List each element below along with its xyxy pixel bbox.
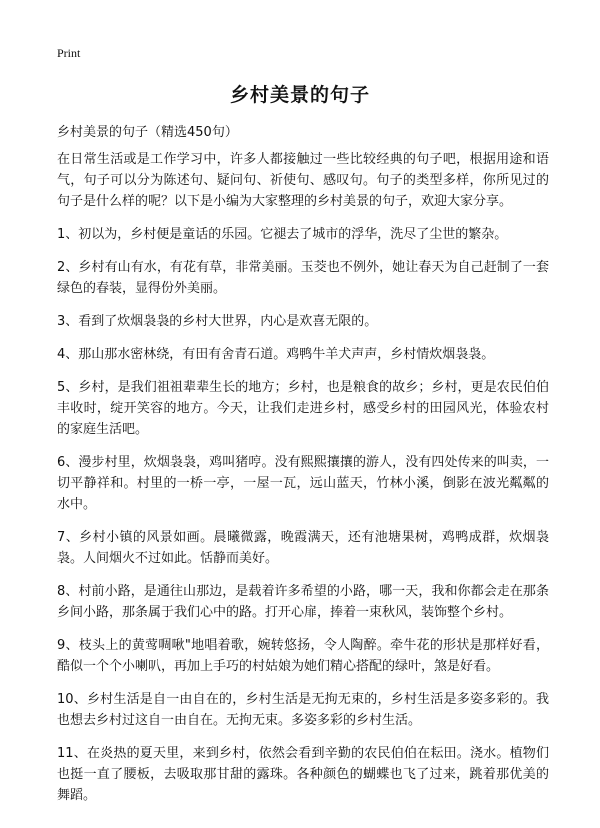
sentence-item-9: 9、枝头上的黄莺啁啾"地唱着歌，婉转悠扬，令人陶醉。牵牛花的形状是那样好看，酷似一个个小喇叭，再加上手巧的村姑娘为她们精心搭配的绿叶，煞是好看。 [57, 638, 549, 674]
page-title: 乡村美景的句子 [229, 84, 370, 106]
print-link[interactable]: Print [57, 46, 81, 60]
sentence-item-1: 1、初以为，乡村便是童话的乐园。它褪去了城市的浮华，洗尽了尘世的繁杂。 [57, 227, 508, 242]
sentence-item-8: 8、村前小路，是通往山那边，是载着许多希望的小路，哪一天，我和你都会走在那条乡间小路，那条属于我们心中的路。打开心扉，捧着一束秋风，装饰整个乡村。 [57, 584, 549, 620]
sentence-item-5: 5、乡村，是我们祖祖辈辈生长的地方；乡村，也是粮食的故乡；乡村，更是农民伯伯丰收时，绽开笑容的地方。今天，让我们走进乡村，感受乡村的田园风光，体验农村的家庭生活吧。 [57, 380, 549, 437]
sentence-item-4: 4、那山那水密林绕，有田有舍青石道。鸡鸭牛羊犬声声，乡村情炊烟袅袅。 [57, 347, 495, 362]
document-body [57, 149, 549, 818]
sentence-item-2: 2、乡村有山有水，有花有草，非常美丽。玉茭也不例外，她让春天为自己赶制了一套绿色的春装，显得份外美丽。 [57, 260, 549, 296]
sentence-item-6: 6、漫步村里，炊烟袅袅，鸡叫猪哼。没有熙熙攘攘的游人，没有四处传来的叫卖，一切平静祥和。村里的一桥一亭，一屋一瓦，远山蓝天，竹林小溪，倒影在波光粼粼的水中。 [57, 455, 549, 512]
sentence-item-3: 3、看到了炊烟袅袅的乡村大世界，内心是欢喜无限的。 [57, 314, 378, 329]
sentence-item-10: 10、乡村生活是自一由自在的，乡村生活是无拘无束的，乡村生活是多姿多彩的。我也想去乡村过这自一由自在。无拘无束。多姿多彩的乡村生活。 [57, 692, 549, 728]
intro-paragraph: 在日常生活或是工作学习中，许多人都接触过一些比较经典的句子吧，根据用途和语气，句子可以分为陈述句、疑问句、祈使句、感叹句。句子的类型多样，你所见过的句子是什么样的呢？以下是小编为大家整理的乡村美景的句子，欢迎大家分享。 [57, 152, 549, 209]
sentence-item-11: 11、在炎热的夏天里，来到乡村，依然会看到辛勤的农民伯伯在耘田。浇水。植物们也挺一直了腰板，去吸取那甘甜的露珠。各种颜色的蝴蝶也飞了过来，跳着那优美的舞蹈。 [57, 746, 549, 803]
sentence-item-7: 7、乡村小镇的风景如画。晨曦微露，晚霞满天，还有池塘果树，鸡鸭成群，炊烟袅袅。人间烟火不过如此。恬静而美好。 [57, 530, 549, 566]
document-subtitle: 乡村美景的句子（精选450句） [57, 125, 238, 140]
